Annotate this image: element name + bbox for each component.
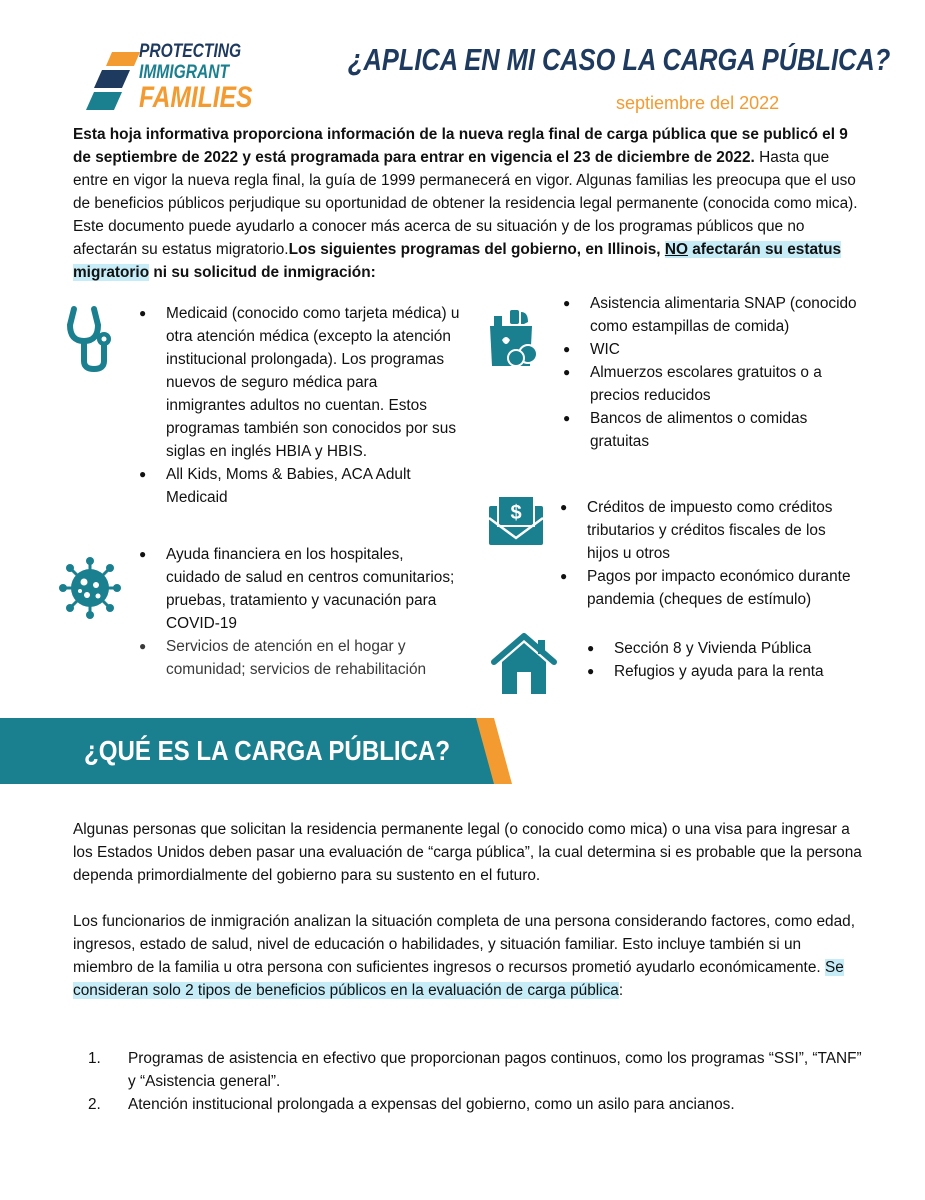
intro-highlight: afectarán su estatus migratorio [73, 241, 842, 281]
list-item: ● Almuerzos escolares gratuitos o a precios reducidos [563, 361, 863, 407]
intro-no-emphasis: NO [664, 241, 688, 258]
list-item [73, 1093, 863, 1116]
paragraph-2-text: Los funcionarios de inmigración analizan la situación completa de una persona considerando factores, como edad, ingresos, estado de salud, nivel de educación o habilidades, y situación familiar. Esto incluye también si un miembro de la familia u otra persona con suficientes ingresos o recursos prometió ayudarlo económicamente. [73, 913, 855, 976]
section-paragraph-1: Algunas personas que solicitan la residencia permanente legal (o conocido como mica) o una visa para ingresar a los Estados Unidos deben pasar una evaluación de “carga pública”, la cual determina si es probable que la persona dependa primordialmente del gobierno para su sustento en el futuro. [73, 821, 862, 884]
intro-body: Hasta que entre en vigor la nueva regla final, la guía de 1999 permanecerá en vigor. Algunas familias les preocupa que el uso de beneficios públicos perjudique su oportunidad de obtener la residencia legal permanente (conocida como mica). Este documento puede ayudarlo a conocer más acerca de su situación y de los programas públicos que no afectarán su estatus migratorio. [73, 149, 858, 258]
intro-bold-lead: Esta hoja informativa proporciona información de la nueva regla final de carga pública que se publicó el 9 de septiembre de 2022 y está programada para entrar en vigencia el 23 de diciembre de 2022. [73, 126, 848, 166]
paragraph-2-highlight: Se consideran solo 2 tipos de beneficios públicos en la evaluación de carga pública [73, 959, 844, 999]
list-item: ● Medicaid (conocido como tarjeta médica) u otra atención médica (excepto la atención institucional prolongada). Los programas nuevos de seguro médica para inmigrantes adultos no cuentan. Estos programas también son conocidos por sus siglas en inglés HBIA y HBIS. [139, 302, 461, 463]
list-number: 1. [88, 1050, 101, 1067]
housing-programs-list [587, 637, 877, 683]
medical-programs-list [139, 302, 461, 509]
list-item: ● Refugios y ayuda para la renta [587, 660, 877, 683]
list-item: ● Asistencia alimentaria SNAP (conocido como estampillas de comida) [563, 292, 863, 338]
covid-programs-list [139, 543, 461, 681]
list-item: ● Ayuda financiera en los hospitales, cuidado de salud en centros comunitarios; pruebas, tratamiento y vacunación para COVID-19 [139, 543, 461, 635]
logo-line-2: IMMIGRANT [139, 62, 230, 83]
list-number: 2. [88, 1096, 101, 1113]
list-text: Programas de asistencia en efectivo que proporcionan pagos continuos, como los programas “SSI”, “TANF” y “Asistencia general”. [128, 1050, 862, 1090]
intro-bold-start: Los siguientes programas del gobierno, en Illinois, [288, 241, 665, 258]
logo-line-3: FAMILIES [139, 81, 253, 114]
stethoscope-icon [66, 305, 116, 373]
list-item: ● Sección 8 y Vivienda Pública [587, 637, 877, 660]
section-paragraph-2 [73, 910, 863, 1002]
grocery-bag-icon [488, 308, 544, 370]
document-date: septiembre del 2022 [616, 93, 780, 113]
document-title: ¿APLICA EN MI CASO LA CARGA PÚBLICA? [348, 42, 891, 77]
intro-paragraph [73, 123, 863, 284]
list-item [73, 1047, 863, 1093]
logo-line-1: PROTECTING [139, 41, 242, 62]
section-title: ¿QUÉ ES LA CARGA PÚBLICA? [84, 735, 451, 766]
public-charge-benefits-list [73, 1047, 863, 1116]
list-item: ● All Kids, Moms & Babies, ACA Adult Medicaid [139, 463, 461, 509]
svg-text:$: $ [510, 502, 522, 524]
list-item: ● Pagos por impacto económico durante pandemia (cheques de estímulo) [560, 565, 860, 611]
tax-envelope-icon [488, 494, 544, 546]
logo-mark-icon [86, 48, 146, 112]
virus-icon [58, 556, 122, 620]
tax-programs-list [560, 496, 860, 611]
house-icon [490, 632, 558, 696]
organization-logo [86, 40, 286, 120]
list-item: ● Créditos de impuesto como créditos tributarios y créditos fiscales de los hijos u otros [560, 496, 860, 565]
paragraph-2-end: : [618, 982, 624, 999]
intro-bold-end: ni su solicitud de inmigración: [149, 264, 376, 281]
list-item: ● Servicios de atención en el hogar y comunidad; servicios de rehabilitación [139, 635, 461, 681]
list-item: ● WIC [563, 338, 863, 361]
list-text: Atención institucional prolongada a expensas del gobierno, como un asilo para ancianos. [128, 1096, 735, 1113]
food-programs-list [563, 292, 863, 453]
list-item: ● Bancos de alimentos o comidas gratuitas [563, 407, 863, 453]
